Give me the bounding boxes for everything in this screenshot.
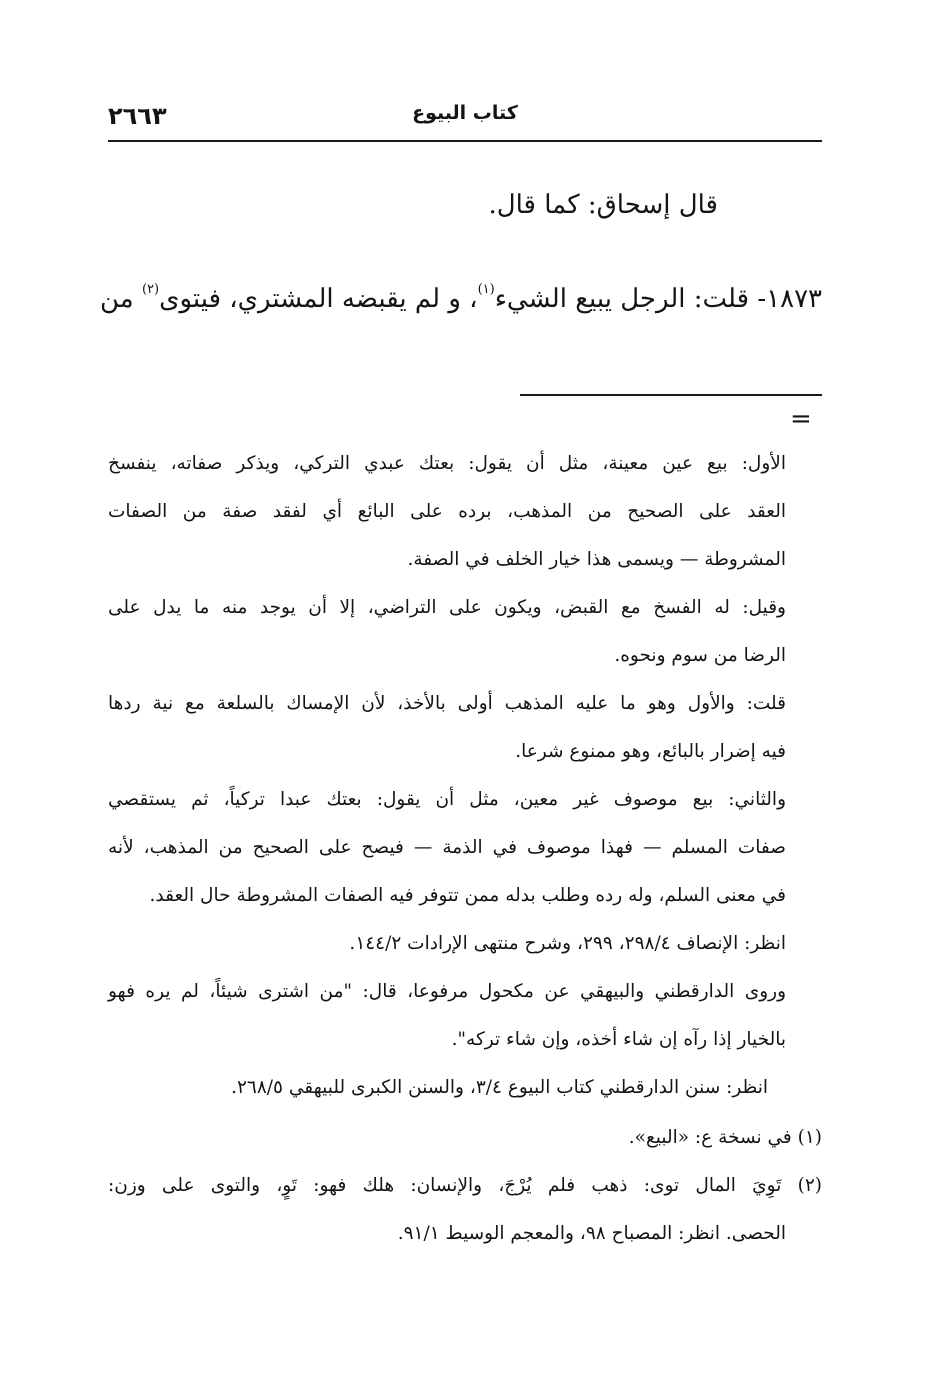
body-line-2-text-b: ، و لم يقبضه المشتري، فيتوى: [159, 284, 478, 314]
footnote-line: والثاني: بيع موصوف غير معين، مثل أن يقول: بعتك عبدا تركياً، ثم يستقصي: [108, 789, 786, 810]
footnote-line: انظر: سنن الدارقطني كتاب البيوع ٣/٤، والسنن الكبرى للبيهقي ٢٦٨/٥.: [231, 1077, 768, 1098]
footnote-1-text: (١) في نسخة ع: «البيع».: [628, 1127, 822, 1148]
running-title: كتاب البيوع: [412, 102, 518, 124]
footnote-continuation-mark: =: [790, 404, 812, 434]
footnote-line: صفات المسلم — فهذا موصوف في الذمة — فيصح على الصحيح من المذهب، لأنه: [108, 837, 786, 858]
footnote-2-line-1: (٢) تَوِيَ المال توى: ذهب فلم يُرْجَ، والإنسان: هلك فهو: تَوٍ، والتوى على وزن:: [108, 1175, 822, 1196]
footnote-line: فيه إضرار بالبائع، وهو ممنوع شرعا.: [515, 741, 786, 762]
footnote-2-line-2: الحصى. انظر: المصباح ٩٨، والمعجم الوسيط ٩١/١.: [397, 1223, 786, 1244]
header-rule: [108, 140, 822, 142]
page-number: ٢٦٦٣: [108, 102, 167, 130]
body-line-2: [100, 282, 822, 314]
footnote-line: انظر: الإنصاف ٢٩٨/٤، ٢٩٩، وشرح منتهى الإرادات ١٤٤/٢.: [349, 933, 786, 954]
footnote-line: قلت: والأول وهو ما عليه المذهب أولى بالأخذ، لأن الإمساك بالسلعة مع نية ردها: [108, 693, 786, 714]
footnote-line: الرضا من سوم ونحوه.: [614, 645, 786, 666]
footnote-continuation: [108, 440, 786, 1112]
body-line-1: قال إسحاق: كما قال.: [488, 190, 718, 220]
footnote-ref-1: (١): [477, 282, 495, 297]
page-header: [108, 96, 822, 140]
body-line-2-text-c: من: [100, 284, 142, 314]
footnote-ref-2: (٢): [141, 282, 160, 297]
footnote-2: [108, 1162, 822, 1258]
footnote-line: العقد على الصحيح من المذهب، برده على البائع أي لفقد صفة من الصفات: [108, 501, 786, 522]
footnote-separator: [520, 394, 822, 396]
footnote-line: وروى الدارقطني والبيهقي عن مكحول مرفوعا، قال: "من اشترى شيئاً، لم يره فهو: [108, 981, 786, 1002]
footnote-line: بالخيار إذا رآه إن شاء أخذه، وإن شاء تركه".: [451, 1029, 786, 1050]
footnote-line: الأول: بيع عين معينة، مثل أن يقول: بعتك عبدي التركي، ويذكر صفاته، ينفسخ: [108, 453, 786, 474]
footnote-line: في معنى السلم، وله رده وطلب بدله ممن تتوفر فيه الصفات المشروطة حال العقد.: [149, 885, 786, 906]
footnote-line: وقيل: له الفسخ مع القبض، ويكون على التراضي، إلا أن يوجد منه ما يدل على: [108, 597, 786, 618]
footnote-1: [108, 1114, 822, 1162]
footnote-line: المشروطة — ويسمى هذا خيار الخلف في الصفة.: [407, 549, 786, 570]
body-line-2-text-a: ١٨٧٣- قلت: الرجل يبيع الشيء: [494, 284, 822, 314]
